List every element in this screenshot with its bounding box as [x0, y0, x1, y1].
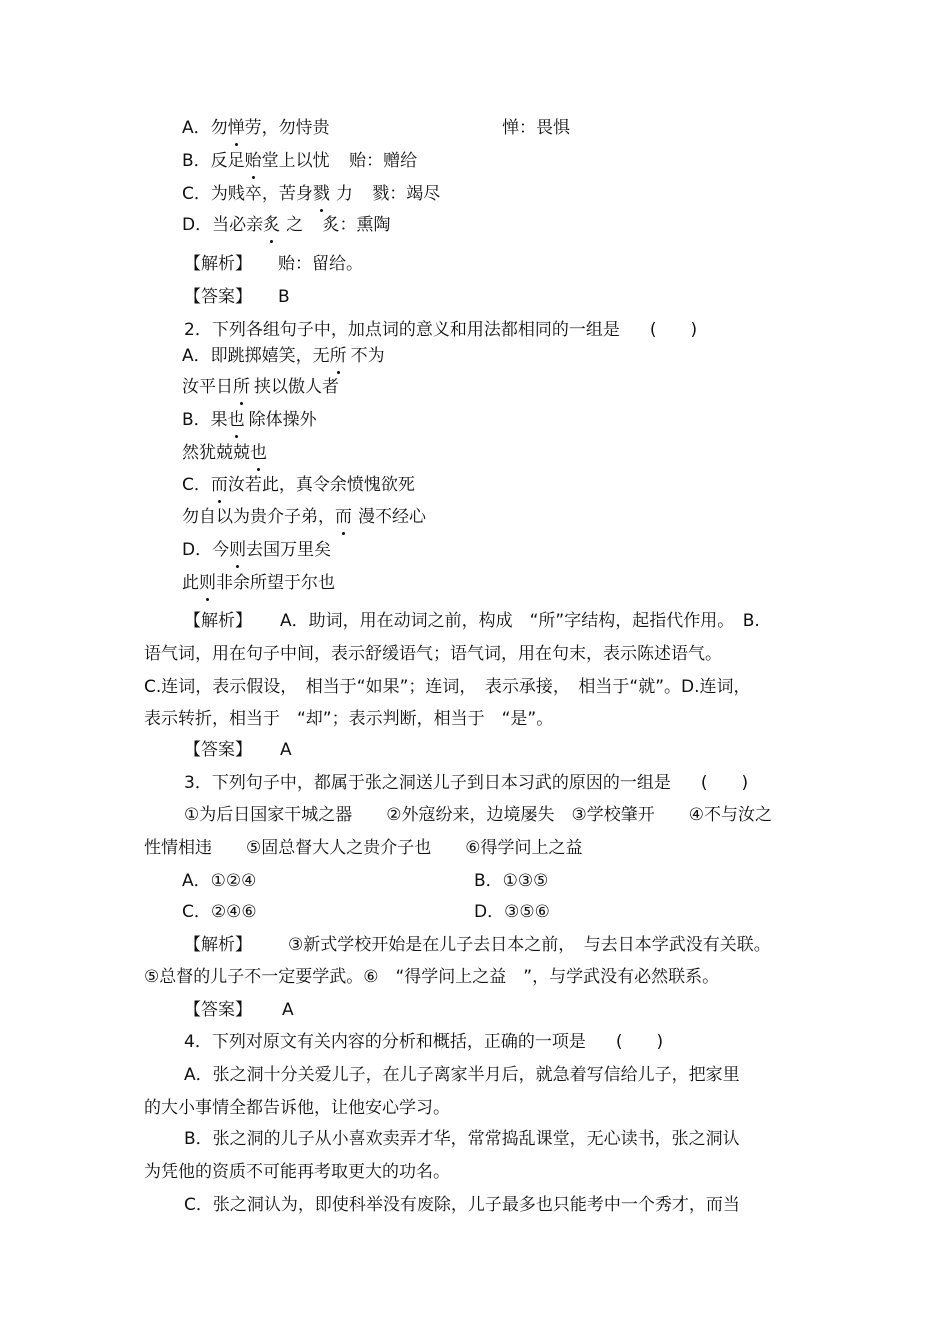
dotted-character: 则 — [199, 573, 216, 593]
q1-option-b: B．反足贻堂上以忧 贻：赠给 — [182, 151, 418, 171]
q3-choice-b: B．①③⑤ — [474, 871, 549, 891]
dotted-character: 则 — [229, 540, 247, 560]
q3-items-line2: 性情相违 ⑤固总督大人之贵介子也 ⑥得学问上之益 — [144, 838, 583, 858]
q2-option-a-line1: A．即跳掷嬉笑，无所 不为 — [182, 346, 385, 366]
dotted-character: 而 — [210, 475, 228, 495]
q3-choice-a: A．①②④ — [182, 871, 257, 891]
answer-label: 【答案】 — [184, 1000, 252, 1020]
q2-option-d-line1: D．今则去国万里矣 — [182, 540, 332, 560]
q2-option-b-line2: 然犹兢兢也 — [182, 443, 267, 463]
q4-option-c-line1: C．张之洞认为，即使科举没有废除，儿子最多也只能考中一个秀才，而当 — [184, 1195, 740, 1215]
q1-option-c: C．为贱卒，苦身戮 力 戮：竭尽 — [182, 184, 441, 204]
q1-option-a: A．勿惮劳，勿恃贵 — [182, 118, 330, 138]
dotted-character: 炙 — [263, 215, 281, 235]
answer-label: 【答案】 — [184, 287, 252, 307]
q3-analysis-line1: 【解析】 ③新式学校开始是在儿子去日本之前， 与去日本学武没有关联。 — [184, 935, 771, 955]
q2-option-d-line2: 此则非余所望于尔也 — [182, 573, 335, 593]
q3-choice-d: D．③⑤⑥ — [474, 902, 550, 922]
q4-stem: 4．下列对原文有关内容的分析和概括，正确的一项是 ( ) — [184, 1032, 664, 1052]
dotted-character: 所 — [233, 377, 250, 397]
q4-option-b-line2: 为凭他的资质不可能再考取更大的功名。 — [144, 1162, 450, 1182]
analysis-label: 【解析】 — [184, 254, 252, 274]
q3-analysis-line2: ⑤总督的儿子不一定要学武。⑥ “得学问上之益 ”，与学武没有必然联系。 — [144, 967, 720, 987]
q1-analysis: 【解析】 贻：留给。 — [184, 254, 363, 274]
q1-option-c-gloss: 戮：竭尽 — [372, 184, 441, 204]
dotted-character: 戮 — [312, 184, 330, 204]
q1-option-d-gloss: 炙：熏陶 — [322, 215, 391, 235]
answer-label: 【答案】 — [184, 740, 252, 760]
dotted-character: 而 — [335, 507, 352, 527]
q3-items-line1: ①为后日国家干城之器 ②外寇纷来，边境屡失 ③学校肇开 ④不与汝之 — [184, 805, 772, 825]
q2-option-c-line1: C．而汝若此，真令余愤愧欲死 — [182, 475, 415, 495]
analysis-label: 【解析】 — [184, 611, 252, 631]
q2-analysis-line2: 语气词，用在句子中间，表示舒缓语气；语气词，用在句末，表示陈述语气。 — [144, 644, 722, 664]
dotted-character: 所 — [329, 346, 347, 366]
q2-analysis-line4: 表示转折，相当于 “却”；表示判断，相当于 “是”。 — [144, 709, 554, 729]
q3-choice-c: C．②④⑥ — [182, 902, 257, 922]
q2-option-c-line2: 勿自以为贵介子弟，而 漫不经心 — [182, 507, 426, 527]
q1-answer: 【答案】 B — [184, 287, 290, 307]
q3-answer: 【答案】 A — [184, 1000, 294, 1020]
q2-stem: 2．下列各组句子中，加点词的意义和用法都相同的一组是 ( ) — [184, 320, 698, 340]
q4-option-b-line1: B．张之洞的儿子从小喜欢卖弄才华，常常捣乱课堂，无心读书，张之洞认 — [184, 1129, 740, 1149]
dotted-character: 也 — [227, 410, 245, 430]
q1-option-a-gloss: 惮：畏惧 — [502, 118, 570, 138]
q4-option-a-line1: A．张之洞十分关爱儿子，在儿子离家半月后，就急着写信给儿子，把家里 — [184, 1065, 740, 1085]
dotted-character: 贻 — [244, 151, 262, 171]
analysis-label: 【解析】 — [184, 935, 252, 955]
q2-analysis-line1: 【解析】 A．助词，用在动词之前，构成 “所”字结构，起指代作用。 B. — [184, 611, 760, 631]
q1-option-d: D．当必亲炙 之 炙：熏陶 — [182, 215, 391, 235]
q1-option-b-gloss: 贻：赠给 — [349, 151, 418, 171]
dotted-character: 也 — [250, 443, 267, 463]
q4-option-a-line2: 的大小事情全都告诉他，让他安心学习。 — [144, 1098, 450, 1118]
q2-option-b-line1: B．果也 除体操外 — [182, 410, 317, 430]
q3-stem: 3．下列句子中，都属于张之洞送儿子到日本习武的原因的一组是 ( ) — [184, 773, 749, 793]
q2-answer: 【答案】 A — [184, 740, 292, 760]
q2-analysis-line3: C.连词，表示假设， 相当于“如果”；连词， 表示承接， 相当于“就”。D.连词， — [144, 677, 751, 697]
dotted-character: 惮 — [227, 118, 245, 138]
q2-option-a-line2: 汝平日所 挟以傲人者 — [182, 377, 339, 397]
